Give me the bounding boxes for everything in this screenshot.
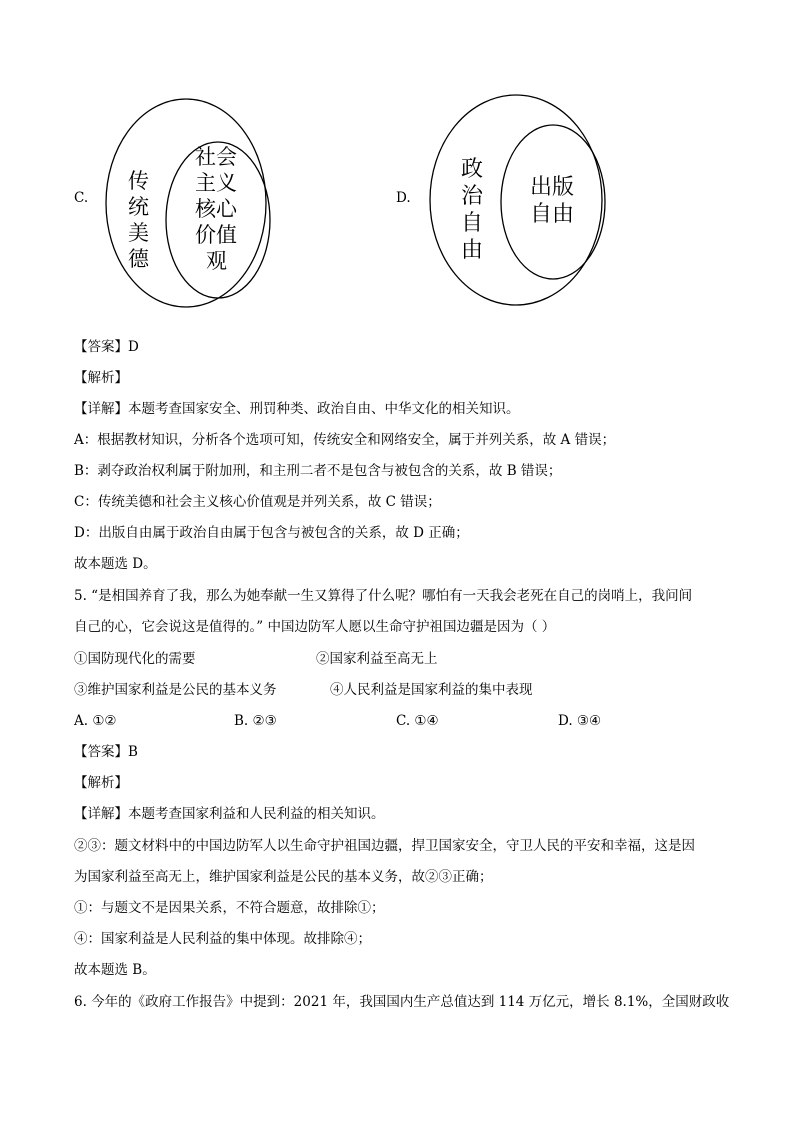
q4-explain-b: B：剥夺政治权利属于附加刑，和主刑二者不是包含与被包含的关系，故 B 错误； bbox=[74, 463, 562, 479]
diagram-d bbox=[420, 88, 620, 314]
q6-stem-line1: 6. 今年的《政府工作报告》中提到：2021 年，我国国内生产总值达到 114 万亿元，增长 8.1%，全国财政收 bbox=[74, 994, 730, 1010]
diagram-c bbox=[100, 92, 285, 314]
outer-char-d-3: 由 bbox=[461, 238, 484, 263]
q5-item-1: ①国防现代化的需要 bbox=[74, 651, 196, 667]
q5-choice-c: C. ①④ bbox=[396, 713, 439, 729]
q5-choice-b: B. ②③ bbox=[234, 713, 277, 729]
outer-char-d-1: 治 bbox=[461, 184, 484, 209]
q4-explain-c: C：传统美德和社会主义核心价值观是并列关系，故 C 错误； bbox=[74, 494, 441, 510]
q4-conclusion: 故本题选 D。 bbox=[74, 556, 157, 572]
q4-explain-d: D：出版自由属于政治自由属于包含与被包含的关系，故 D 正确； bbox=[74, 525, 469, 541]
inner-row-d-0: 出版 bbox=[530, 175, 575, 200]
inner-row-c-4: 观 bbox=[206, 249, 227, 273]
q5-item-4: ④人民利益是国家利益的集中表现 bbox=[330, 682, 533, 698]
q5-explain-3: ④：国家利益是人民利益的集中体现。故排除④； bbox=[74, 931, 371, 947]
q5-stem-line1: 5. “是相国养育了我，那么为她奉献一生又算得了什么呢？哪怕有一天我会老死在自己的岗哨上，我问间 bbox=[74, 588, 693, 604]
option-d-label: D. bbox=[396, 190, 411, 206]
outer-char-c-3: 德 bbox=[128, 247, 149, 271]
q5-answer: 【答案】B bbox=[74, 744, 138, 760]
q5-explain-1a: ②③：题文材料中的中国边防军人以生命守护祖国边疆，捍卫国家安全，守卫人民的平安和幸福，这是因 bbox=[74, 838, 695, 854]
outer-char-d-2: 自 bbox=[461, 211, 484, 236]
inner-row-c-0: 社会 bbox=[195, 145, 237, 169]
q5-explain-2: ①：与题文不是因果关系，不符合题意，故排除①； bbox=[74, 900, 385, 916]
q5-detail: 【详解】本题考查国家利益和人民利益的相关知识。 bbox=[74, 806, 385, 822]
q5-item-3: ③维护国家利益是公民的基本义务 bbox=[74, 682, 277, 698]
q4-analysis-title: 【解析】 bbox=[74, 370, 128, 386]
q5-explain-1b: 为国家利益至高无上，维护国家利益是公民的基本义务，故②③正确； bbox=[74, 869, 493, 885]
inner-row-c-1: 主义 bbox=[195, 171, 237, 195]
q5-stem-line2: 自己的心，它会说这是值得的。” 中国边防军人愿以生命守护祖国边疆是因为（ ） bbox=[74, 619, 556, 635]
q5-choice-d: D. ③④ bbox=[558, 713, 602, 729]
q4-detail: 【详解】本题考查国家安全、刑罚种类、政治自由、中华文化的相关知识。 bbox=[74, 401, 520, 417]
q5-conclusion: 故本题选 B。 bbox=[74, 962, 156, 978]
q4-answer: 【答案】D bbox=[74, 339, 139, 355]
q5-analysis-title: 【解析】 bbox=[74, 775, 128, 791]
outer-char-c-0: 传 bbox=[128, 169, 149, 193]
option-c-label: C. bbox=[74, 190, 89, 206]
outer-circle-d bbox=[430, 95, 602, 305]
outer-char-d-0: 政 bbox=[461, 157, 484, 182]
inner-row-c-2: 核心 bbox=[195, 197, 237, 221]
inner-row-c-3: 价值 bbox=[195, 223, 237, 247]
q4-explain-a: A：根据教材知识，分析各个选项可知，传统安全和网络安全，属于并列关系，故 A 错误； bbox=[74, 432, 616, 448]
outer-char-c-1: 统 bbox=[128, 195, 149, 219]
q5-choice-a: A. ①② bbox=[74, 713, 117, 729]
q5-item-2: ②国家利益至高无上 bbox=[316, 651, 438, 667]
outer-char-c-2: 美 bbox=[128, 221, 149, 245]
inner-row-d-1: 自由 bbox=[530, 202, 575, 227]
